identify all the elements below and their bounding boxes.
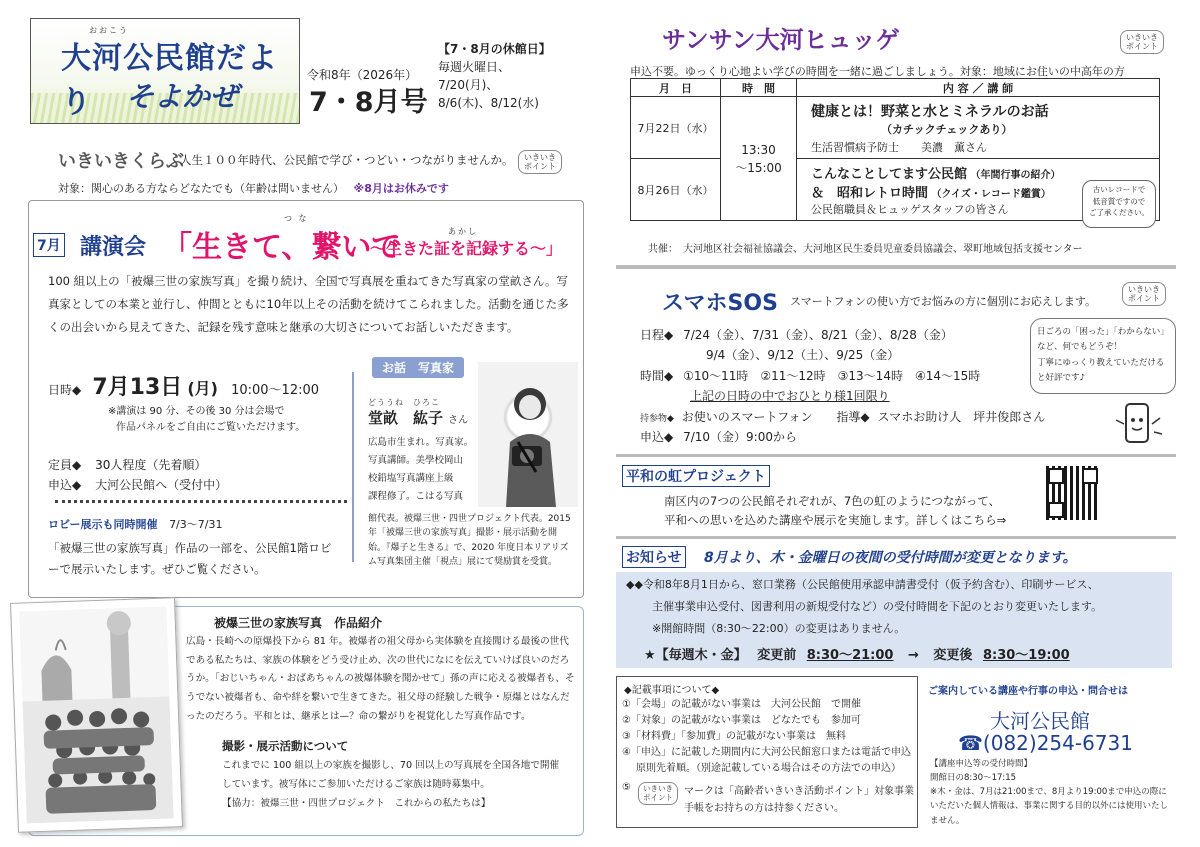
row2-date: 8月26日（水） bbox=[631, 159, 721, 221]
entry-item: ④「申込」に記載した期間内に大河公民館窓口または電話で申込 bbox=[622, 747, 911, 758]
holiday-line: 7/20(月)、 bbox=[438, 78, 499, 92]
smaho-dates-1: 7/24（金）、7/31（金）、8/21（金）、8/28（金） bbox=[683, 328, 953, 342]
club-target bbox=[58, 180, 449, 196]
club-target-text: 対象：関心のある方ならどなたでも（年齢は問いません） bbox=[58, 182, 344, 195]
family-photo bbox=[10, 597, 183, 833]
smaho-times: ①10～11時 ②11～12時 ③13～14時 ④14～15時 bbox=[683, 368, 981, 383]
capacity-label: 定員◆ bbox=[48, 458, 82, 472]
lecture-month: 7月 bbox=[33, 233, 65, 257]
lobby-dates: 7/3～7/31 bbox=[169, 518, 223, 531]
smartphone-icon bbox=[1108, 400, 1168, 454]
club-title: いきいきくらぶ bbox=[58, 151, 184, 172]
speaker-tag: お話 写真家 bbox=[372, 357, 464, 378]
entry-badge-note-2: 手帳をお持ちの方は持参ください。 bbox=[684, 803, 844, 814]
speaker-bio bbox=[368, 434, 473, 506]
row1-speaker: 生活習慣病予防士 美濃 薫さん bbox=[811, 140, 987, 154]
date-dow: (月) bbox=[187, 379, 218, 398]
lobby-body: 「被爆三世の家族写真」作品の一部を、公民館1階ロビーで展示いたします。ぜひご覧ください。 bbox=[48, 541, 332, 577]
smaho-guide-label: 指導◆ bbox=[836, 409, 870, 424]
date-label: 日時◆ bbox=[48, 383, 82, 397]
holiday-box bbox=[438, 40, 551, 112]
smaho-time-label: 時間◆ bbox=[640, 368, 674, 383]
change-row bbox=[644, 644, 1070, 663]
masthead-issue: 7・8月号 bbox=[309, 87, 428, 118]
contact-name: 大河公民館 bbox=[990, 709, 1090, 733]
section-divider bbox=[616, 454, 1176, 457]
holiday-line: 8/6(木)、8/12(水) bbox=[438, 96, 539, 110]
contact-hours: 開館日の8:30～17:15 bbox=[930, 773, 1017, 783]
lecture-title-ruby: つ な bbox=[284, 214, 309, 223]
holiday-line: 毎週火曜日、 bbox=[438, 60, 511, 74]
smaho-bubble-line: 丁寧にゆっくり教えていただける bbox=[1037, 357, 1165, 368]
smaho-apply: 7/10（金）9:00から bbox=[683, 429, 797, 444]
peace-line-1: 南区内の7つの公民館それぞれが、7色の虹のようにつながって、 bbox=[664, 494, 1001, 508]
works-title: 被爆三世の家族写真 作品紹介 bbox=[214, 616, 383, 630]
section-divider bbox=[616, 265, 1176, 269]
smaho-dates bbox=[640, 325, 1045, 447]
lecture-kind: 講演会 bbox=[80, 235, 147, 260]
record-bubble-line: ご了承ください。 bbox=[1089, 208, 1149, 218]
apply-row bbox=[48, 476, 227, 493]
time-end: ～15:00 bbox=[735, 160, 782, 175]
capacity-value: 30人程度（先着順） bbox=[95, 458, 207, 472]
sunsun-intro: 申込不要。ゆっくり心地よい学びの時間を一緒に過ごしましょう。対象：地域にお住いの中高年の方 bbox=[630, 65, 1125, 78]
apply-label: 申込◆ bbox=[48, 478, 82, 492]
entry-item: ②「対象」の記載がない事業は どなたでも 参加可 bbox=[622, 715, 861, 726]
row2-title: こんなことしてます公民館 bbox=[811, 166, 968, 182]
notice-headline: 8月より、木・金曜日の夜間の受付時間が変更となります。 bbox=[704, 550, 1077, 566]
sunsun-cosponsor: 共催： 大河地区社会福祉協議会、大河地区民生委員児童委員協議会、翠町地域包括支援センター bbox=[648, 244, 1083, 255]
record-bubble-line: 古いレコードで bbox=[1092, 185, 1146, 194]
works-credit: 【協力：被爆三世・四世プロジェクト これからの私たちは】 bbox=[222, 798, 491, 809]
row1-sub: （カチックチェックあり） bbox=[881, 122, 1013, 136]
row1-content bbox=[797, 97, 1160, 159]
club-note: ※8月はお休みです bbox=[353, 182, 449, 195]
section-divider bbox=[616, 536, 1176, 539]
smaho-guide: スマホお助け人 坪井俊郎さん bbox=[877, 409, 1046, 424]
ikiiki-point-badge: いきいき ポイント bbox=[1122, 282, 1166, 306]
sunsun-table bbox=[630, 78, 1160, 221]
smaho-bubble bbox=[1030, 318, 1176, 394]
contact-head: ご案内している講座や行事の申込・問合せは bbox=[928, 686, 1128, 697]
entry-item: 原則先着順。（別途記載している場合はその方法での申込） bbox=[636, 763, 901, 774]
qr-code[interactable] bbox=[1046, 466, 1100, 520]
notice-line-1: ◆◆令和8年8月1日から、窓口業務（公民館使用承認申請書受付（仮予約含む）、印刷サービス、 bbox=[626, 578, 1099, 591]
smaho-dates-label: 日程◆ bbox=[640, 328, 674, 342]
masthead-subtitle: そよかぜ bbox=[126, 80, 239, 113]
row2-title2-note: （クイズ・レコード鑑賞） bbox=[931, 188, 1051, 200]
smaho-time-row bbox=[640, 366, 1045, 386]
row1-title: 健康とは！野菜と水とミネラルのお話 bbox=[811, 103, 1049, 120]
activity-body: これまでに 100 組以上の家族を撮影し、70 回以上の写真展を全国各地で開催しています。被写体にご参加いただけるご家族は随時募集中。 bbox=[222, 760, 560, 790]
row2-title-row bbox=[811, 163, 1145, 182]
after-label: 変更後 bbox=[933, 648, 973, 663]
ikiiki-point-badge: いきいき ポイント bbox=[1120, 30, 1164, 54]
lobby-head bbox=[48, 516, 222, 532]
date-time: 10:00～12:00 bbox=[231, 383, 320, 398]
row2-title-note: （年間行事の紹介） bbox=[970, 169, 1061, 181]
ikiiki-point-badge: いきいき ポイント bbox=[638, 782, 678, 805]
peace-line-2: 平和への思いを込めた講座や展示を実施します。詳しくはこちら⇒ bbox=[664, 513, 1007, 527]
family-photo-image bbox=[19, 606, 173, 823]
notice-line-2: 主催事業申込受付、図書利用の新規受付など）の受付時間を下記のとおり変更いたします。 bbox=[652, 600, 1103, 613]
apply-value: 大河公民館へ（受付中） bbox=[95, 478, 228, 492]
works-body: 広島・長崎への原爆投下から 81 年。被爆者の祖父母から実体験を直接聞ける最後の世代である私たちは、家族の体験をどう受け止め、次の世代になにを伝えていけば良いのだろうか。「おじいちゃん・おばあちゃんの被爆体験を聞かせて」孫の声に応える被爆者も、そうでない被爆者も、命や絆を繋いで生きてきた。祖父母の経験した戦争・原爆とはなんだったのだろう。平和とは、継承とは—？命の繋がりを視覚化した写真作品です。 bbox=[186, 636, 575, 722]
contact-hours-head: 【講座申込等の受付時間】 bbox=[930, 759, 1033, 769]
photographer-figure bbox=[478, 362, 578, 507]
smaho-bring: お使いのスマートフォン bbox=[681, 409, 813, 424]
club-tagline: 人生１００年時代、公民館で学び・つどい・つながりませんか。 bbox=[180, 153, 514, 167]
smaho-title: スマホSOS bbox=[662, 291, 778, 316]
entry-item: ③「材料費」「参加費」の記載がない事業は 無料 bbox=[622, 731, 846, 742]
speaker-bio-2: 館代表。被爆三世・四世プロジェクト代表。2015年「被爆三世の家族写真」撮影・展示活動を開始。『爆子と生きる』で、2020 年度日本リアリズム写真集団主催「視点」展にて奨励賞を受賞。 bbox=[368, 514, 571, 568]
after-value: 8:30～19:00 bbox=[982, 648, 1070, 663]
sunsun-title: サンサン大河ヒュッゲ bbox=[662, 26, 900, 54]
entry-badge-note: マークは「高齢者いきいき活動ポイント」対象事業 bbox=[684, 786, 914, 797]
speaker-bio-line: 写真講師。美學校岡山 bbox=[368, 455, 464, 467]
masthead-box bbox=[30, 18, 300, 124]
speaker-bio-line: 課程修了。こはる写真 bbox=[368, 491, 464, 503]
entry-item: ①「会場」の記載がない事業は 大河公民館 で開催 bbox=[622, 699, 861, 710]
smaho-bring-label: 持参物◆ bbox=[640, 413, 674, 424]
notice-line-3: ※開館時間（8:30～22:00）の変更はありません。 bbox=[652, 622, 906, 635]
date-note-2: 作品パネルをご自由にご覧いただけます。 bbox=[116, 422, 306, 433]
activity-title: 撮影・展示活動について bbox=[222, 739, 349, 753]
time-cell bbox=[721, 97, 797, 221]
table-header: 時 間 bbox=[721, 79, 797, 97]
before-value: 8:30～21:00 bbox=[806, 648, 894, 663]
record-bubble-line: 低音質ですので bbox=[1092, 196, 1146, 206]
smaho-tagline: スマートフォンの使い方でお悩みの方に個別にお応えします。 bbox=[790, 295, 1097, 308]
lobby-head-text: ロビー展示も同時開催 bbox=[48, 518, 158, 531]
table-header: 月 日 bbox=[631, 79, 721, 97]
date-note-1: ※講演は 90 分、その後 30 分は会場で bbox=[108, 406, 285, 417]
row2-speaker: 公民館職員＆ヒュッゲスタッフの皆さん bbox=[811, 202, 1009, 216]
speaker-photo bbox=[478, 362, 578, 507]
smaho-apply-row bbox=[640, 427, 1045, 447]
speaker-name: 堂畝 紘子 bbox=[368, 409, 444, 427]
smaho-bubble-line: 日ごろの「困った」「わからない」 bbox=[1037, 327, 1169, 337]
row2-title2: ＆ 昭和レトロ時間 bbox=[811, 185, 929, 201]
entry-title: ◆記載事項について◆ bbox=[624, 685, 720, 696]
entry-circle-5: ⑤ bbox=[622, 782, 631, 793]
smaho-bubble-line: と好評です♪ bbox=[1037, 372, 1085, 383]
lecture-subtitle-ruby: あかし bbox=[448, 227, 478, 236]
contact-tel[interactable]: ☎(082)254-6731 bbox=[958, 731, 1133, 755]
ikiiki-point-badge: いきいき ポイント bbox=[518, 150, 562, 174]
smaho-bring-row bbox=[640, 407, 1045, 427]
record-bubble bbox=[1082, 180, 1156, 228]
smaho-bubble-line: など、何でもどうぞ！ bbox=[1037, 342, 1123, 353]
change-arrow: → bbox=[907, 648, 919, 663]
time-start: 13:30 bbox=[741, 142, 776, 157]
capacity-row bbox=[48, 456, 206, 473]
speaker-suffix: さん bbox=[448, 415, 469, 426]
holiday-head: 【7・8月の休館日】 bbox=[438, 42, 551, 56]
speaker-name-row bbox=[368, 407, 468, 428]
speaker-bio-line: 校鉛塩写真講座上級 bbox=[368, 473, 454, 485]
notice-label: お知らせ bbox=[622, 546, 686, 568]
date-main: 7月13日 bbox=[92, 375, 183, 400]
lecture-title: 「生きて、繋いで bbox=[162, 230, 402, 265]
change-head: ★【毎週木・金】 bbox=[644, 648, 747, 663]
entry-items bbox=[622, 697, 911, 777]
smaho-dates-2: 9/4（金）、9/12（土）、9/25（金） bbox=[706, 348, 900, 363]
dotted-divider bbox=[55, 500, 347, 503]
table-header: 内 容 ／ 講 師 bbox=[797, 79, 1160, 97]
lecture-body: 100 組以上の「被爆三世の家族写真」を撮り続け、全国で写真展を重ねてきた写真家の堂畝さん。写真家としての本業と並行し、仲間とともに10年以上その活動を続けてこられました。活動を通じた多くの出会いから見えてきた、記録を残す意味と継承の大切さについてお話しいただきます。 bbox=[48, 274, 569, 334]
date-row bbox=[48, 370, 319, 401]
masthead-era: 令和8年（2026年） bbox=[307, 68, 418, 82]
speaker-divider bbox=[352, 372, 354, 562]
smaho-apply-label: 申込◆ bbox=[640, 429, 674, 444]
speaker-ruby: どううね ひろこ bbox=[368, 398, 440, 407]
before-label: 変更前 bbox=[757, 648, 797, 663]
lecture-subtitle: ～生きた証を記録する～」 bbox=[370, 239, 563, 258]
masthead-title: 大河公民館だより bbox=[61, 41, 278, 120]
masthead-ruby: おおこう bbox=[89, 26, 129, 35]
smaho-times-note: 上記の日時の中でおひとり様1回限り bbox=[690, 389, 890, 404]
contact-note: ※木・金は、7月は21:00まで、8月より19:00まで申込の際にいただいた個人情報は、事業に関する目的以外には使用いたしません。 bbox=[930, 787, 1169, 826]
smaho-dates-row bbox=[640, 325, 1045, 345]
row1-date: 7月22日（水） bbox=[631, 97, 721, 159]
speaker-bio-line: 広島市生まれ。写真家。 bbox=[368, 437, 474, 448]
peace-title: 平和の虹プロジェクト bbox=[622, 465, 770, 487]
